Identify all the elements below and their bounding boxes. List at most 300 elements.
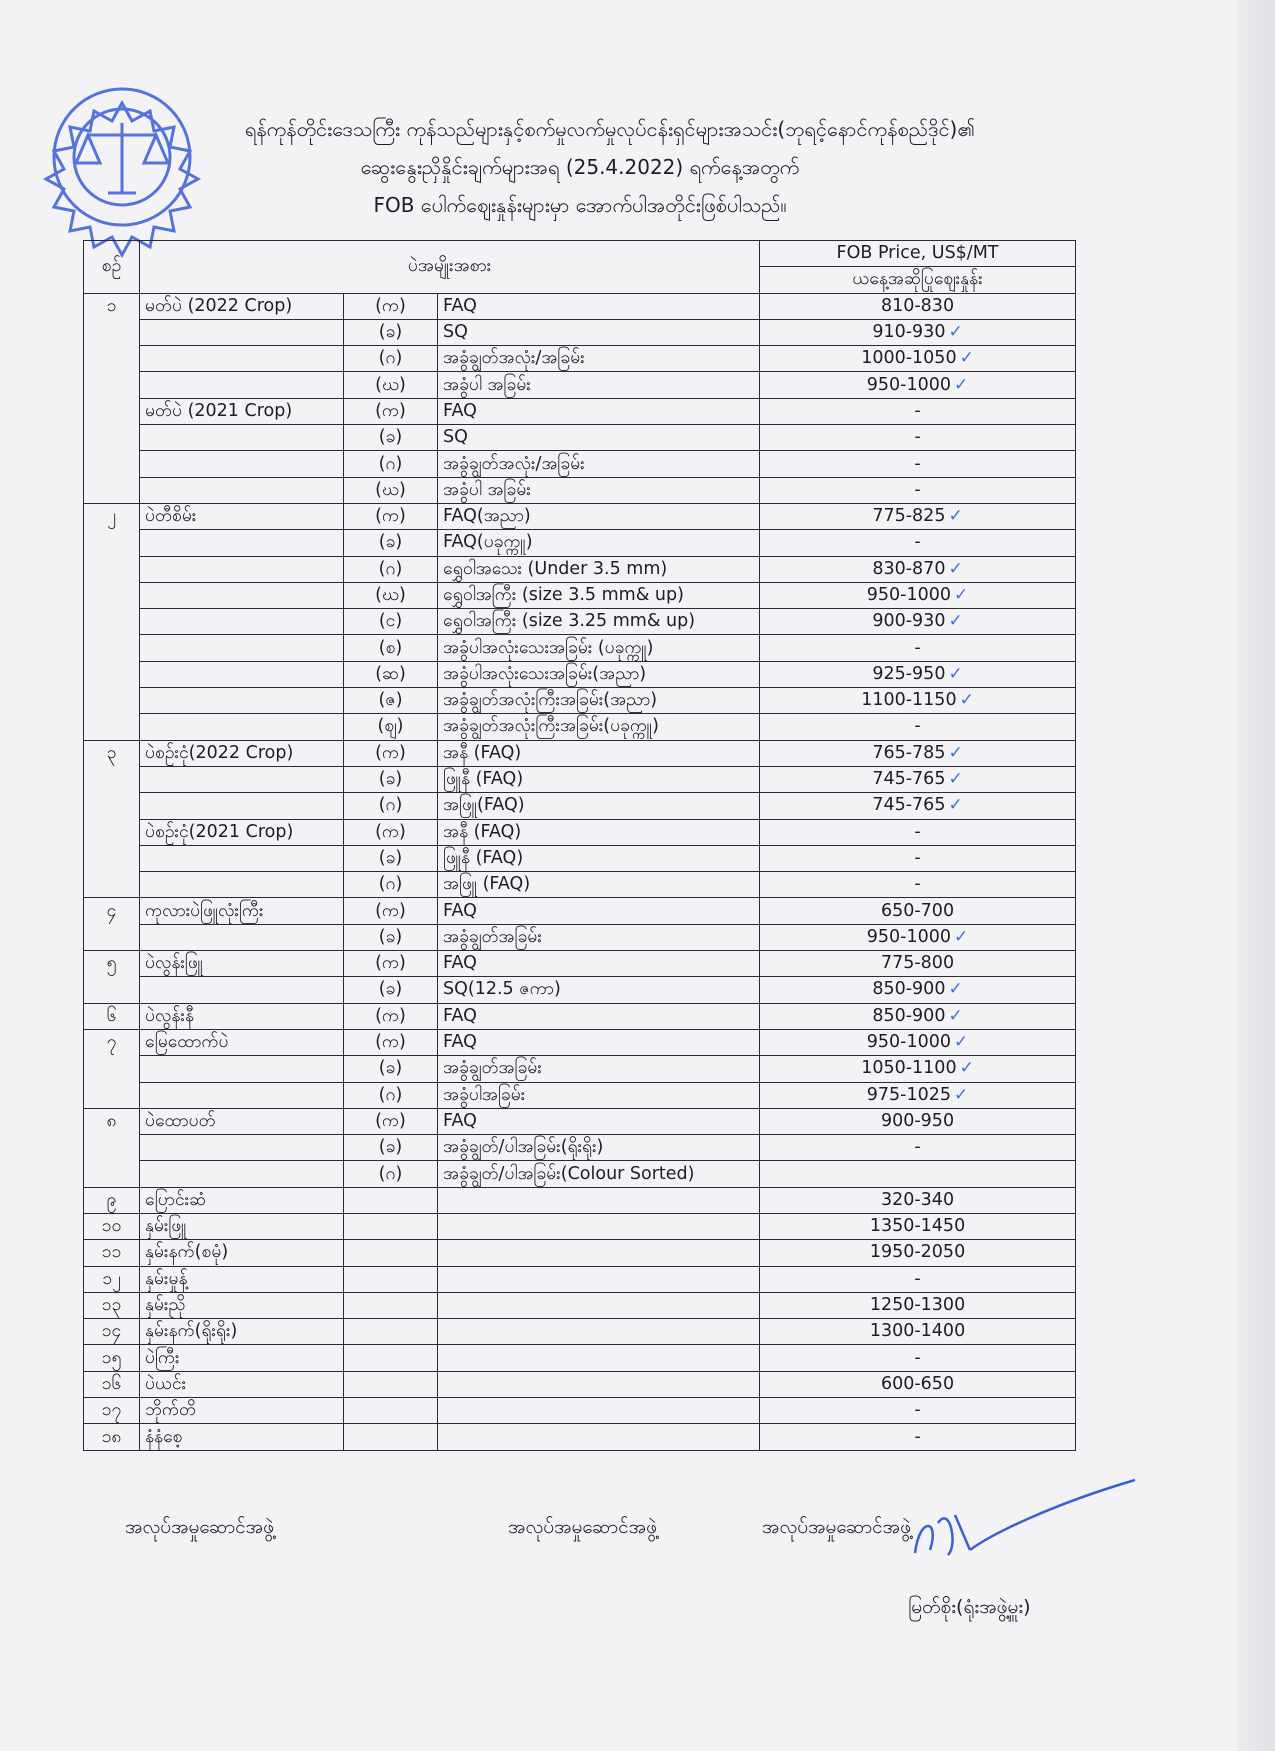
table-row <box>84 1292 1076 1318</box>
row-sub-label-text: (ခ) <box>378 926 403 947</box>
row-grade <box>438 425 760 451</box>
row-price-text: 950-1000 <box>866 374 952 395</box>
row-grade-text: ဖြူနီ (FAQ) <box>443 769 524 790</box>
row-sub-label-text: (က) <box>375 1110 406 1131</box>
table-row <box>84 609 1076 635</box>
row-price <box>760 766 1076 792</box>
row-item-name-text: ပဲလွန်းနီ <box>145 1005 194 1026</box>
row-price <box>760 898 1076 924</box>
row-no <box>84 1003 140 1029</box>
table-row <box>84 898 1076 924</box>
row-sub-label-text: (ဈ) <box>377 716 404 737</box>
row-grade <box>438 766 760 792</box>
row-price-text: 850-900 <box>872 1005 946 1026</box>
row-sub-label <box>344 714 438 740</box>
row-sub-label-text: (ခ) <box>378 847 403 868</box>
row-grade-text: အခွံပါအလုံးသေးအခြမ်း (ပခုက္ကူ) <box>443 637 654 658</box>
row-no <box>84 346 140 372</box>
row-item-name-text: ပဲတီစိမ်း <box>145 506 197 527</box>
row-no <box>84 1345 140 1371</box>
check-mark-icon: ✓ <box>948 506 963 527</box>
col-header-price-top: FOB Price, US$/MT <box>760 241 1076 267</box>
table-row <box>84 819 1076 845</box>
row-sub-label <box>344 372 438 398</box>
table-row <box>84 425 1076 451</box>
row-no <box>84 1213 140 1239</box>
row-grade <box>438 1292 760 1318</box>
row-item-name-text: ပဲစဉ်းငုံ(2021 Crop) <box>145 821 294 842</box>
row-no-text: ၁၄ <box>101 1321 122 1342</box>
table-row <box>84 1240 1076 1266</box>
row-item-name <box>140 398 344 424</box>
row-item-name <box>140 1213 344 1239</box>
row-sub-label <box>344 951 438 977</box>
signature-label-3: အလုပ်အမှုဆောင်အဖွဲ့ <box>762 1516 911 1538</box>
row-no <box>84 556 140 582</box>
row-item-name <box>140 1135 344 1161</box>
row-no-text: ၃ <box>106 743 117 764</box>
row-item-name <box>140 793 344 819</box>
row-item-name <box>140 1266 344 1292</box>
check-mark-icon: ✓ <box>948 1005 963 1026</box>
document-header <box>100 110 1060 224</box>
row-grade-text: FAQ <box>443 295 477 316</box>
row-item-name-text: ပဲစဉ်းငုံ(2022 Crop) <box>145 742 294 763</box>
row-no-text: ၈ <box>106 1111 117 1132</box>
row-price <box>760 661 1076 687</box>
table-row <box>84 1424 1076 1450</box>
row-sub-label-text: (ဂ) <box>378 1163 403 1184</box>
row-item-name <box>140 582 344 608</box>
row-item-name <box>140 1108 344 1134</box>
table-row <box>84 346 1076 372</box>
row-grade <box>438 1056 760 1082</box>
row-grade <box>438 293 760 319</box>
row-price <box>760 1398 1076 1424</box>
row-price-text: 1250-1300 <box>869 1295 966 1316</box>
row-grade <box>438 556 760 582</box>
row-sub-label <box>344 819 438 845</box>
row-no <box>84 714 140 740</box>
row-no <box>84 372 140 398</box>
row-price <box>760 1292 1076 1318</box>
row-sub-label <box>344 793 438 819</box>
row-item-name <box>140 635 344 661</box>
row-price <box>760 1266 1076 1292</box>
row-grade <box>438 451 760 477</box>
row-grade <box>438 1319 760 1345</box>
row-grade-text: အဖြူ (FAQ) <box>443 874 531 895</box>
row-no <box>84 398 140 424</box>
row-item-name <box>140 819 344 845</box>
row-no <box>84 1161 140 1187</box>
row-grade <box>438 661 760 687</box>
row-sub-label-text: (စ) <box>378 637 403 658</box>
row-grade <box>438 1424 760 1450</box>
row-grade <box>438 503 760 529</box>
row-grade <box>438 1371 760 1397</box>
row-grade-text: FAQ <box>443 1005 477 1026</box>
table-row <box>84 293 1076 319</box>
table-row <box>84 1213 1076 1239</box>
row-item-name <box>140 1398 344 1424</box>
row-price-text: - <box>914 874 921 895</box>
row-grade <box>438 688 760 714</box>
row-price <box>760 1029 1076 1055</box>
row-sub-label-text: (ဃ) <box>375 585 406 605</box>
row-price-text: - <box>914 1137 921 1158</box>
row-no <box>84 1187 140 1213</box>
row-price <box>760 714 1076 740</box>
row-sub-label-text: (ခ) <box>378 532 403 553</box>
row-no <box>84 898 140 924</box>
row-sub-label <box>344 1213 438 1239</box>
row-item-name <box>140 609 344 635</box>
row-no <box>84 766 140 792</box>
row-grade <box>438 609 760 635</box>
row-grade <box>438 1213 760 1239</box>
row-price-text: - <box>914 716 921 737</box>
row-sub-label-text: (င) <box>378 611 403 632</box>
row-sub-label <box>344 1319 438 1345</box>
row-sub-label <box>344 1029 438 1055</box>
row-sub-label <box>344 556 438 582</box>
row-grade <box>438 346 760 372</box>
row-sub-label <box>344 1240 438 1266</box>
row-price <box>760 845 1076 871</box>
row-item-name <box>140 1319 344 1345</box>
row-grade-text: ရွှေဝါအကြီး (size 3.25 mm& up) <box>443 611 696 632</box>
row-no <box>84 1319 140 1345</box>
table-row <box>84 1003 1076 1029</box>
row-sub-label-text: (က) <box>375 506 406 527</box>
header-line-2: ဆွေးနွေးညှိနှိုင်းချက်များအရ (25.4.2022) ရက်နေ့အတွက် <box>360 155 800 179</box>
row-sub-label <box>344 1056 438 1082</box>
row-no-text: ၄ <box>106 900 117 921</box>
row-price <box>760 1319 1076 1345</box>
row-sub-label-text: (က) <box>375 1032 406 1053</box>
row-sub-label <box>344 1371 438 1397</box>
row-sub-label <box>344 398 438 424</box>
row-price-text: 1050-1100 <box>861 1058 957 1079</box>
row-price <box>760 477 1076 503</box>
row-grade-text: အခွံချွတ်အလုံး/အခြမ်း <box>443 453 585 474</box>
row-price <box>760 977 1076 1003</box>
check-mark-icon: ✓ <box>959 690 974 711</box>
row-item-name <box>140 372 344 398</box>
row-grade <box>438 530 760 556</box>
row-price-text: 1100-1150 <box>861 690 957 711</box>
row-grade <box>438 1135 760 1161</box>
table-row <box>84 372 1076 398</box>
row-sub-label-text: (က) <box>375 400 406 421</box>
row-item-name <box>140 872 344 898</box>
row-sub-label-text: (က) <box>375 900 406 921</box>
table-row <box>84 766 1076 792</box>
table-row <box>84 740 1076 766</box>
row-grade-text: SQ <box>443 322 468 343</box>
row-sub-label <box>344 872 438 898</box>
row-price-text: 650-700 <box>880 900 955 921</box>
row-sub-label <box>344 1187 438 1213</box>
row-grade <box>438 635 760 661</box>
row-no-text: ၁၃ <box>101 1295 122 1316</box>
row-no <box>84 872 140 898</box>
signature-label-1: အလုပ်အမှုဆောင်အဖွဲ့ <box>125 1516 274 1538</box>
row-grade <box>438 1266 760 1292</box>
row-grade-text: အခွံချွတ်/ပါအခြမ်း(Colour Sorted) <box>443 1163 695 1184</box>
check-mark-icon: ✓ <box>948 558 963 579</box>
row-price-text: 745-765 <box>872 795 946 816</box>
row-no-text: ၆ <box>106 1005 117 1026</box>
row-grade-text: FAQ <box>443 1110 477 1131</box>
row-price-text: 320-340 <box>880 1189 955 1210</box>
row-price-text: 950-1000 <box>866 585 952 605</box>
check-mark-icon: ✓ <box>959 348 974 369</box>
row-item-name-text: နှမ်းမှုန့် <box>145 1268 188 1289</box>
row-no <box>84 924 140 950</box>
row-item-name <box>140 1424 344 1450</box>
row-price <box>760 1213 1076 1239</box>
row-grade <box>438 819 760 845</box>
row-item-name <box>140 661 344 687</box>
table-row <box>84 319 1076 345</box>
table-row <box>84 1345 1076 1371</box>
row-price <box>760 688 1076 714</box>
row-item-name <box>140 346 344 372</box>
row-grade-text: FAQ <box>443 1032 477 1053</box>
col-header-price-bottom: ယနေ့အဆိုပြုဈေးနှုန်း <box>760 267 1076 293</box>
row-grade-text: အခွံချွတ်အလုံးကြီးအခြမ်း(အညာ) <box>443 690 658 711</box>
row-sub-label-text: (ခ) <box>378 427 403 448</box>
row-no <box>84 635 140 661</box>
row-price-text: - <box>914 400 921 421</box>
row-price-text: 1000-1050 <box>861 348 957 369</box>
row-no <box>84 1398 140 1424</box>
row-item-name <box>140 1371 344 1397</box>
row-item-name <box>140 425 344 451</box>
row-sub-label-text: (ခ) <box>378 1058 403 1079</box>
signature-label-2: အလုပ်အမှုဆောင်အဖွဲ့ <box>508 1516 657 1538</box>
table-row <box>84 1029 1076 1055</box>
row-item-name <box>140 477 344 503</box>
row-grade-text: FAQ <box>443 900 477 921</box>
row-sub-label-text: (ဂ) <box>378 453 403 474</box>
row-grade <box>438 1082 760 1108</box>
row-sub-label-text: (ဂ) <box>378 558 403 579</box>
row-price-text: 765-785 <box>872 742 946 763</box>
row-grade-text: အခွံချွတ်/ပါအခြမ်း(ရိုးရိုး) <box>443 1137 604 1158</box>
row-item-name <box>140 1240 344 1266</box>
row-no <box>84 1266 140 1292</box>
check-mark-icon: ✓ <box>954 1084 969 1105</box>
row-no <box>84 951 140 977</box>
row-price <box>760 1135 1076 1161</box>
row-grade <box>438 714 760 740</box>
row-sub-label-text: (က) <box>375 1005 406 1026</box>
table-row <box>84 951 1076 977</box>
row-price <box>760 1056 1076 1082</box>
row-grade <box>438 1003 760 1029</box>
table-row <box>84 1371 1076 1397</box>
row-item-name-text: ပဲထောပတ် <box>145 1110 216 1131</box>
row-sub-label-text: (ဇ) <box>378 690 403 711</box>
row-price-text: 950-1000 <box>866 1032 952 1053</box>
row-sub-label <box>344 1135 438 1161</box>
row-item-name <box>140 319 344 345</box>
row-sub-label <box>344 1082 438 1108</box>
row-price <box>760 1187 1076 1213</box>
table-row <box>84 1266 1076 1292</box>
row-sub-label <box>344 1424 438 1450</box>
check-mark-icon: ✓ <box>948 322 963 343</box>
row-item-name-text: ပဲယင်း <box>145 1373 187 1394</box>
row-grade-text: အခွံချွတ်အလုံး/အခြမ်း <box>443 348 585 369</box>
row-item-name-text: ပဲလွန်းဖြူ <box>145 953 203 974</box>
row-grade-text: အခွံပါ အခြမ်း <box>443 374 531 395</box>
row-grade-text: အနီ (FAQ) <box>443 821 522 842</box>
row-grade-text: FAQ <box>443 400 477 421</box>
row-item-name <box>140 977 344 1003</box>
row-item-name-text: နှမ်းနက်(ရိုးရိုး) <box>145 1321 238 1342</box>
table-row <box>84 977 1076 1003</box>
row-item-name <box>140 924 344 950</box>
row-price <box>760 1371 1076 1397</box>
table-row <box>84 503 1076 529</box>
row-grade-text: SQ(12.5 ဇကာ) <box>443 979 561 1000</box>
row-no <box>84 451 140 477</box>
row-grade-text: အခွံပါ အခြမ်း <box>443 479 531 500</box>
row-grade <box>438 319 760 345</box>
row-no <box>84 1292 140 1318</box>
row-item-name <box>140 293 344 319</box>
row-grade-text: အခွံချွတ်အလုံးကြီးအခြမ်း(ပခုက္ကူ) <box>443 716 659 737</box>
row-price-text: 1350-1450 <box>869 1216 966 1237</box>
signer-name: မြတ်စိုး(ရုံးအဖွဲ့မှူး) <box>908 1596 1031 1618</box>
row-no <box>84 1108 140 1134</box>
table-row <box>84 451 1076 477</box>
row-price-text: - <box>914 1400 921 1421</box>
table-row <box>84 1187 1076 1213</box>
row-no-text: ၁၂ <box>102 1268 121 1289</box>
row-no-text: ၁၆ <box>101 1373 122 1394</box>
row-price <box>760 1161 1076 1187</box>
table-row <box>84 1319 1076 1345</box>
table-row <box>84 1108 1076 1134</box>
row-no-text: ၁၈ <box>101 1426 122 1447</box>
row-price <box>760 346 1076 372</box>
header-line-3: FOB ပေါက်ဈေးနှုန်းများမှာ အောက်ပါအတိုင်းဖြစ်ပါသည်။ <box>373 193 787 217</box>
row-sub-label-text: (ခ) <box>378 979 403 1000</box>
row-no <box>84 582 140 608</box>
row-sub-label <box>344 293 438 319</box>
row-price-text: - <box>914 847 921 868</box>
row-no <box>84 1424 140 1450</box>
row-no-text: ၁၁ <box>101 1242 122 1263</box>
row-no <box>84 477 140 503</box>
row-grade-text: အခွံပါအလုံးသေးအခြမ်း(အညာ) <box>443 663 647 684</box>
check-mark-icon: ✓ <box>954 585 969 605</box>
row-price <box>760 398 1076 424</box>
row-item-name <box>140 530 344 556</box>
row-price-text: 900-950 <box>880 1110 955 1131</box>
table-row <box>84 398 1076 424</box>
row-price <box>760 951 1076 977</box>
page-edge <box>1237 0 1275 1751</box>
row-item-name <box>140 766 344 792</box>
row-item-name-text: နှမ်းညို <box>145 1295 186 1316</box>
row-sub-label-text: (က) <box>375 821 406 842</box>
row-grade-text: FAQ(အညာ) <box>443 506 531 527</box>
row-price-text: - <box>914 479 921 500</box>
row-sub-label <box>344 1003 438 1029</box>
row-item-name <box>140 1345 344 1371</box>
row-no <box>84 1240 140 1266</box>
table-row <box>84 845 1076 871</box>
price-table-body <box>84 293 1076 1450</box>
row-grade-text: အနီ (FAQ) <box>443 742 522 763</box>
row-price-text: 910-930 <box>872 322 946 343</box>
row-sub-label <box>344 582 438 608</box>
row-price-text: 775-825 <box>872 506 946 527</box>
row-sub-label <box>344 530 438 556</box>
row-no <box>84 425 140 451</box>
row-price <box>760 1240 1076 1266</box>
check-mark-icon: ✓ <box>954 1032 969 1053</box>
row-no <box>84 319 140 345</box>
row-grade-text: ဖြူနီ (FAQ) <box>443 847 524 868</box>
table-row <box>84 635 1076 661</box>
row-item-name <box>140 714 344 740</box>
row-grade <box>438 845 760 871</box>
row-sub-label-text: (က) <box>375 295 406 316</box>
table-row <box>84 1135 1076 1161</box>
check-mark-icon: ✓ <box>948 742 963 763</box>
row-item-name <box>140 1292 344 1318</box>
row-item-name-text: ပဲကြီး <box>145 1347 180 1368</box>
row-grade <box>438 872 760 898</box>
row-price-text: 830-870 <box>872 558 946 579</box>
check-mark-icon: ✓ <box>954 374 969 395</box>
row-price-text: 1300-1400 <box>869 1321 966 1342</box>
row-sub-label-text: (ဂ) <box>378 795 403 816</box>
row-no-text: ၁၅ <box>101 1347 122 1368</box>
table-row <box>84 793 1076 819</box>
row-sub-label-text: (ခ) <box>378 769 403 790</box>
row-no <box>84 1082 140 1108</box>
row-price-text: - <box>914 1426 921 1447</box>
row-price <box>760 1108 1076 1134</box>
row-price <box>760 293 1076 319</box>
row-grade <box>438 582 760 608</box>
row-no <box>84 845 140 871</box>
row-price-text: 900-930 <box>872 611 946 632</box>
check-mark-icon: ✓ <box>948 795 963 816</box>
table-row <box>84 714 1076 740</box>
row-grade <box>438 477 760 503</box>
row-sub-label-text: (ဃ) <box>375 479 406 500</box>
row-grade <box>438 740 760 766</box>
row-item-name <box>140 1003 344 1029</box>
table-row <box>84 1082 1076 1108</box>
row-grade <box>438 951 760 977</box>
row-sub-label <box>344 346 438 372</box>
row-price <box>760 1345 1076 1371</box>
row-sub-label <box>344 898 438 924</box>
row-price <box>760 319 1076 345</box>
table-row <box>84 1161 1076 1187</box>
row-price <box>760 793 1076 819</box>
